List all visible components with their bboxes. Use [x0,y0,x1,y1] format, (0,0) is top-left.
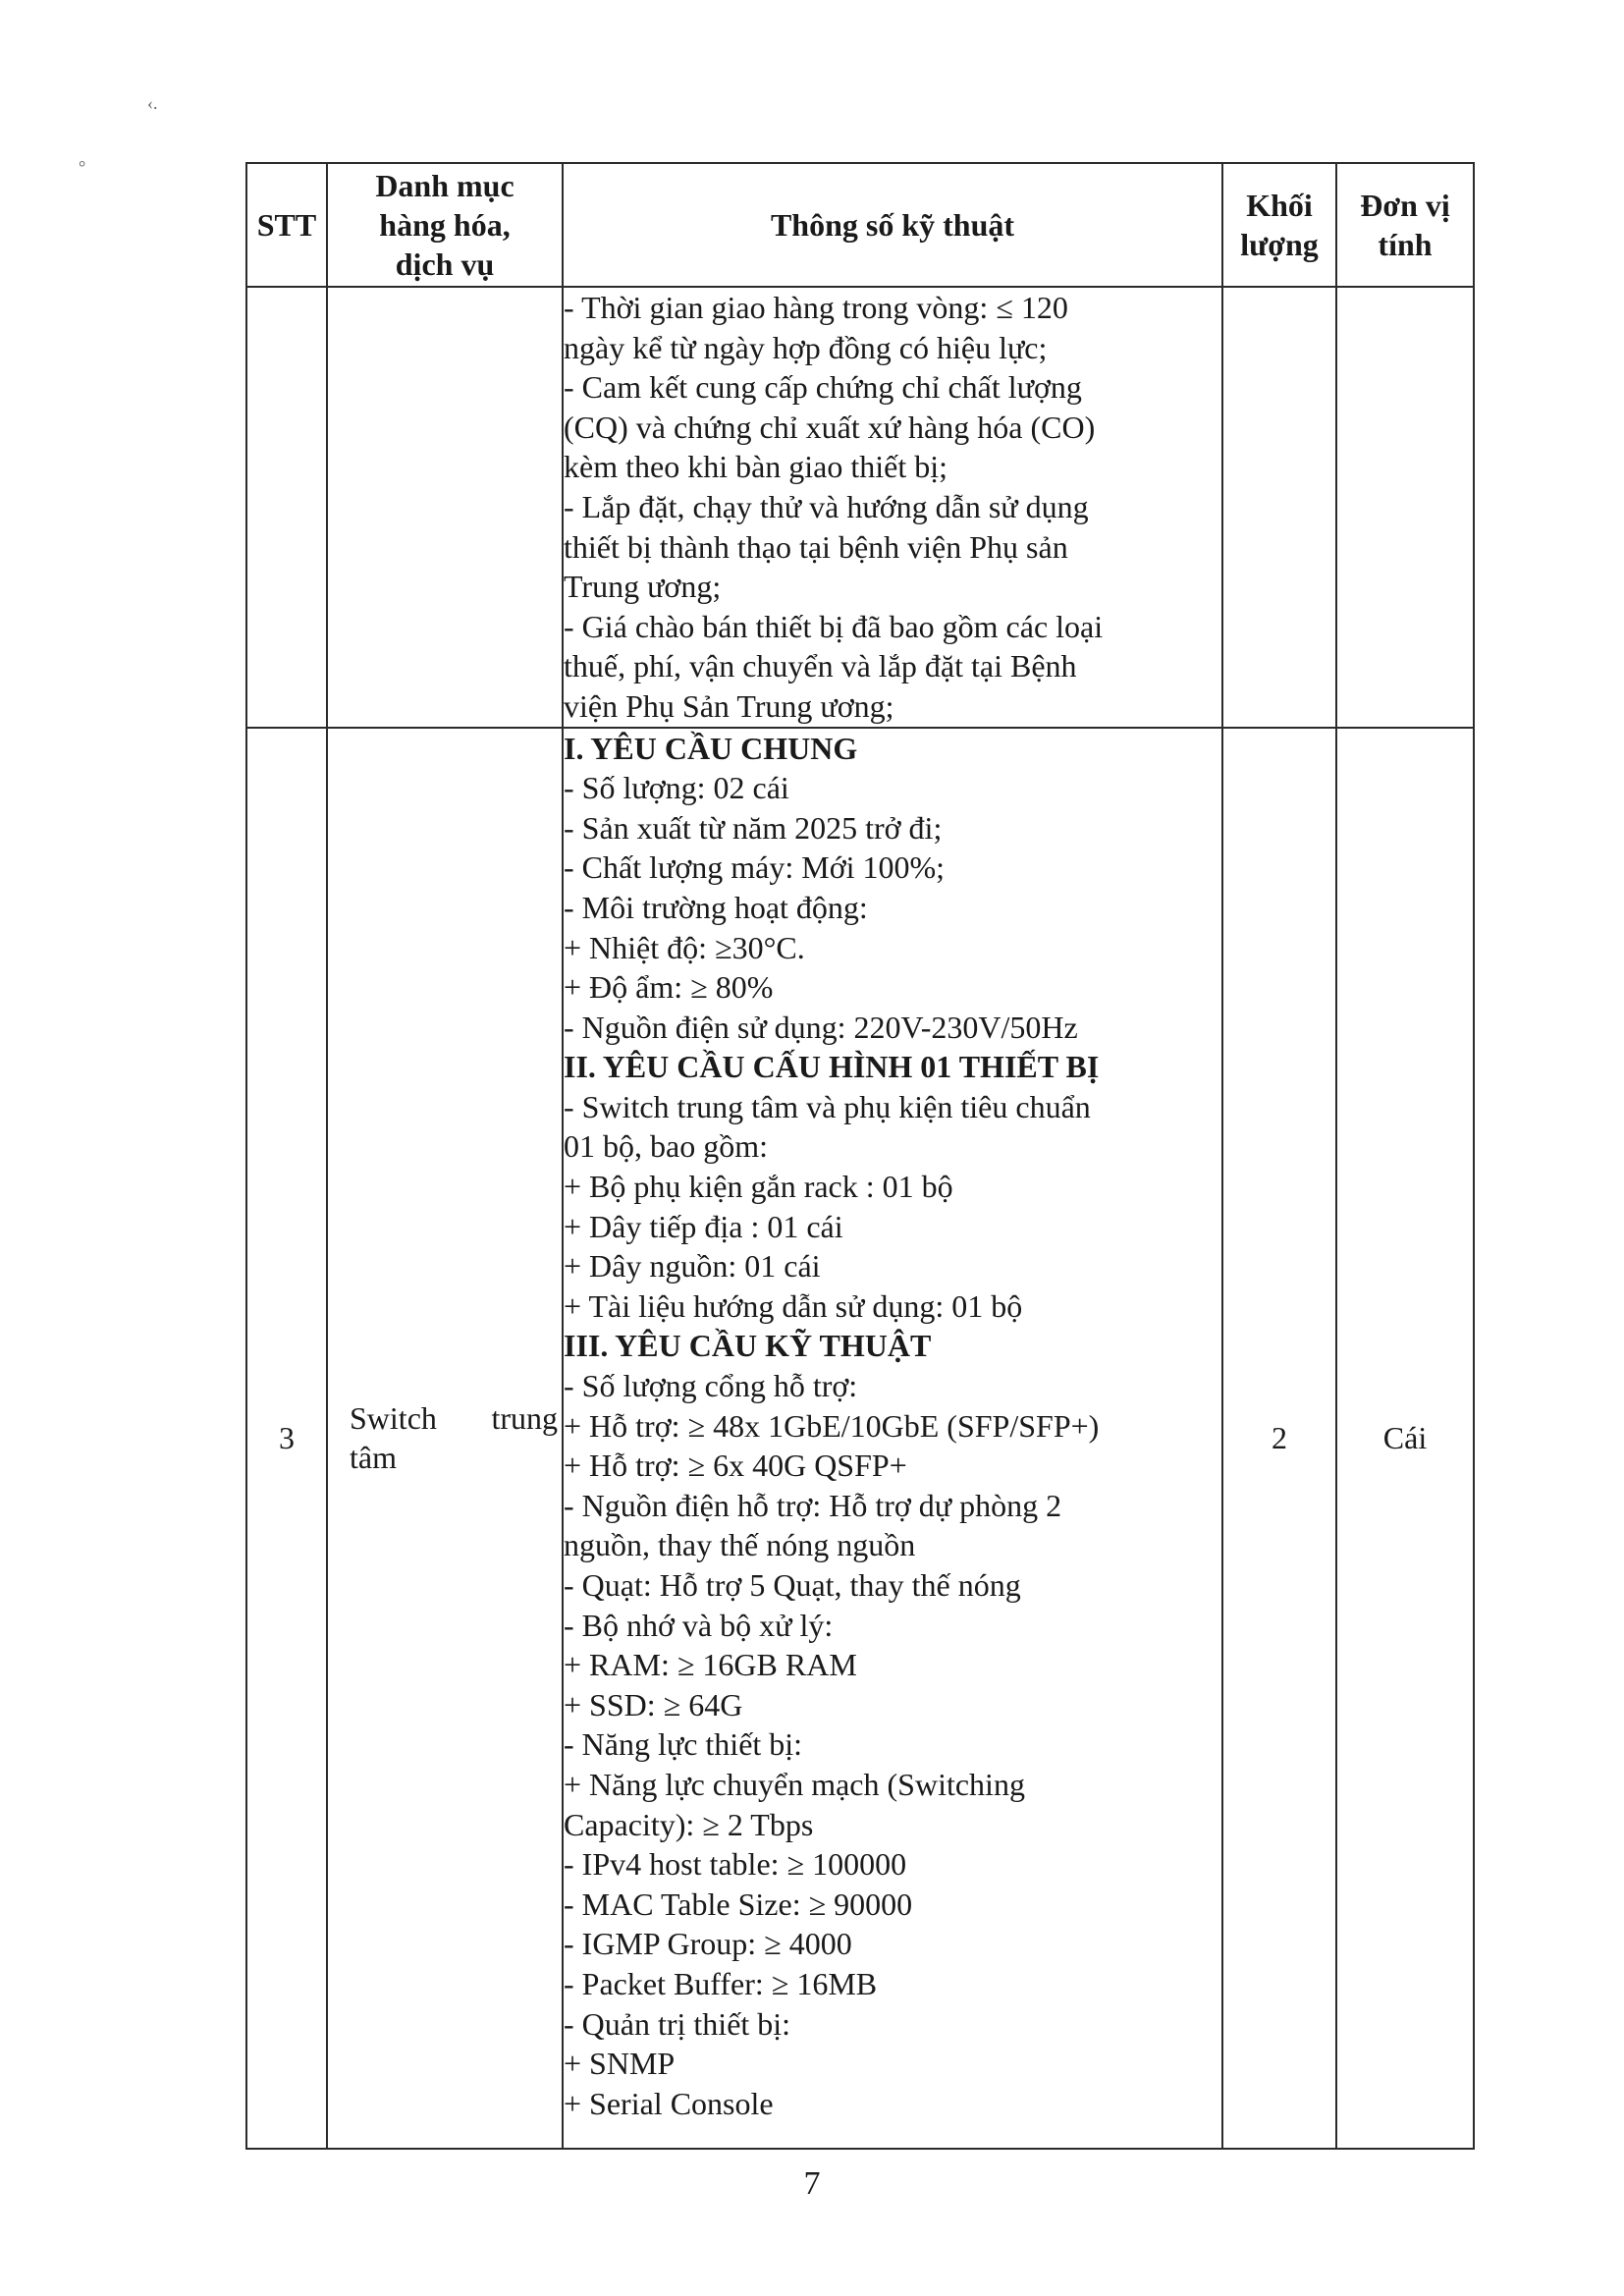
spec-line: + SNMP [564,2046,676,2082]
spec-section-heading: I. YÊU CẦU CHUNG [564,730,858,766]
header-unit [1336,163,1474,287]
cell-name-empty [327,287,563,728]
spec-lines [564,288,1221,727]
spec-line: - Lắp đặt, chạy thử và hướng dẫn sử dụng [564,488,1089,524]
spec-section-heading: II. YÊU CẦU CẤU HÌNH 01 THIẾT BỊ [564,1049,1100,1085]
spec-line: + Năng lực chuyển mạch (Switching [564,1766,1025,1802]
spec-line: + Dây tiếp địa : 01 cái [564,1208,843,1244]
cell-unit-empty [1336,287,1474,728]
header-unit-line: Đơn vị [1360,188,1450,223]
spec-line: 01 bộ, bao gồm: [564,1128,768,1165]
spec-line: - Số lượng: 02 cái [564,770,789,806]
technical-spec-table [245,162,1475,2150]
header-unit-line: tính [1378,227,1433,262]
spec-line: - IGMP Group: ≥ 4000 [564,1926,852,1962]
spec-line: - Sản xuất từ năm 2025 trở đi; [564,809,943,846]
spec-line: Trung ương; [564,569,722,605]
spec-line: (CQ) và chứng chỉ xuất xứ hàng hóa (CO) [564,409,1096,445]
spec-line: - Packet Buffer: ≥ 16MB [564,1965,878,2001]
header-item-name-line: hàng hóa, [379,207,511,243]
spec-line: - MAC Table Size: ≥ 90000 [564,1886,913,1922]
spec-line: - Số lượng cổng hỗ trợ: [564,1368,858,1404]
spec-line: - Môi trường hoạt động: [564,889,868,925]
spec-line: + Hỗ trợ: ≥ 6x 40G QSFP+ [564,1448,907,1484]
header-spec: Thông số kỹ thuật [563,163,1222,287]
spec-line: ngày kể từ ngày hợp đồng có hiệu lực; [564,329,1048,365]
cell-stt: 3 [246,728,327,2149]
spec-line: nguồn, thay thế nóng nguồn [564,1527,916,1563]
item-name-line: tâm [350,1440,397,1476]
spec-line: - Nguồn điện sử dụng: 220V-230V/50Hz [564,1009,1078,1045]
page-number: 7 [803,2165,821,2202]
item-name-line: Switch trung [350,1400,558,1437]
cell-quantity: 2 [1222,728,1336,2149]
spec-line: - Bộ nhớ và bộ xử lý: [564,1607,834,1643]
header-quantity [1222,163,1336,287]
spec-line: - Quản trị thiết bị: [564,2005,791,2042]
spec-line: Capacity): ≥ 2 Tbps [564,1806,814,1842]
table-row-continued [246,287,1474,728]
table-row-switch [246,728,1474,2149]
cell-unit: Cái [1336,728,1474,2149]
spec-line: + SSD: ≥ 64G [564,1686,743,1722]
cell-spec-continued [563,287,1222,728]
header-item-name-line: Danh mục [375,168,514,203]
spec-line: + Tài liệu hướng dẫn sử dụng: 01 bộ [564,1287,1023,1324]
spec-line: + Serial Console [564,2085,774,2121]
header-quantity-line: Khối [1246,188,1313,223]
spec-line: - Thời gian giao hàng trong vòng: ≤ 120 [564,290,1068,325]
spec-line: - Chất lượng máy: Mới 100%; [564,849,946,886]
spec-line: - Cam kết cung cấp chứng chỉ chất lượng [564,369,1082,406]
spec-line: + Bộ phụ kiện gắn rack : 01 bộ [564,1169,953,1205]
spec-line: - Năng lực thiết bị: [564,1726,803,1763]
spec-line: - Nguồn điện hỗ trợ: Hỗ trợ dự phòng 2 [564,1487,1062,1523]
spec-line: + RAM: ≥ 16GB RAM [564,1647,857,1683]
spec-line: thuế, phí, vận chuyển và lắp đặt tại Bệnh [564,648,1077,684]
header-quantity-line: lượng [1240,227,1319,262]
spec-line: + Độ ẩm: ≥ 80% [564,969,774,1006]
header-item-name-line: dịch vụ [395,246,495,282]
spec-lines [564,729,1221,2124]
spec-line: - Switch trung tâm và phụ kiện tiêu chuẩn [564,1088,1091,1124]
header-stt: STT [246,163,327,287]
spec-line: kèm theo khi bàn giao thiết bị; [564,449,948,485]
spec-line: + Dây nguồn: 01 cái [564,1248,821,1285]
spec-line: + Nhiệt độ: ≥30°C. [564,929,805,965]
spec-line: thiết bị thành thạo tại bệnh viện Phụ sản [564,528,1068,565]
spec-line: viện Phụ Sản Trung ương; [564,687,894,724]
spec-line: - Quạt: Hỗ trợ 5 Quạt, thay thế nóng [564,1567,1021,1603]
cell-spec [563,728,1222,2149]
cell-stt-empty [246,287,327,728]
spec-section-heading: III. YÊU CẦU KỸ THUẬT [564,1328,932,1364]
table-header-row [246,163,1474,287]
cell-qty-empty [1222,287,1336,728]
header-item-name [327,163,563,287]
scan-speck: ° [79,157,86,177]
scan-speck: ‹. [147,93,158,113]
spec-line: - Giá chào bán thiết bị đã bao gồm các loại [564,608,1104,644]
spec-line: - IPv4 host table: ≥ 100000 [564,1846,907,1883]
cell-item-name [327,728,563,2149]
spec-line: + Hỗ trợ: ≥ 48x 1GbE/10GbE (SFP/SFP+) [564,1407,1100,1444]
